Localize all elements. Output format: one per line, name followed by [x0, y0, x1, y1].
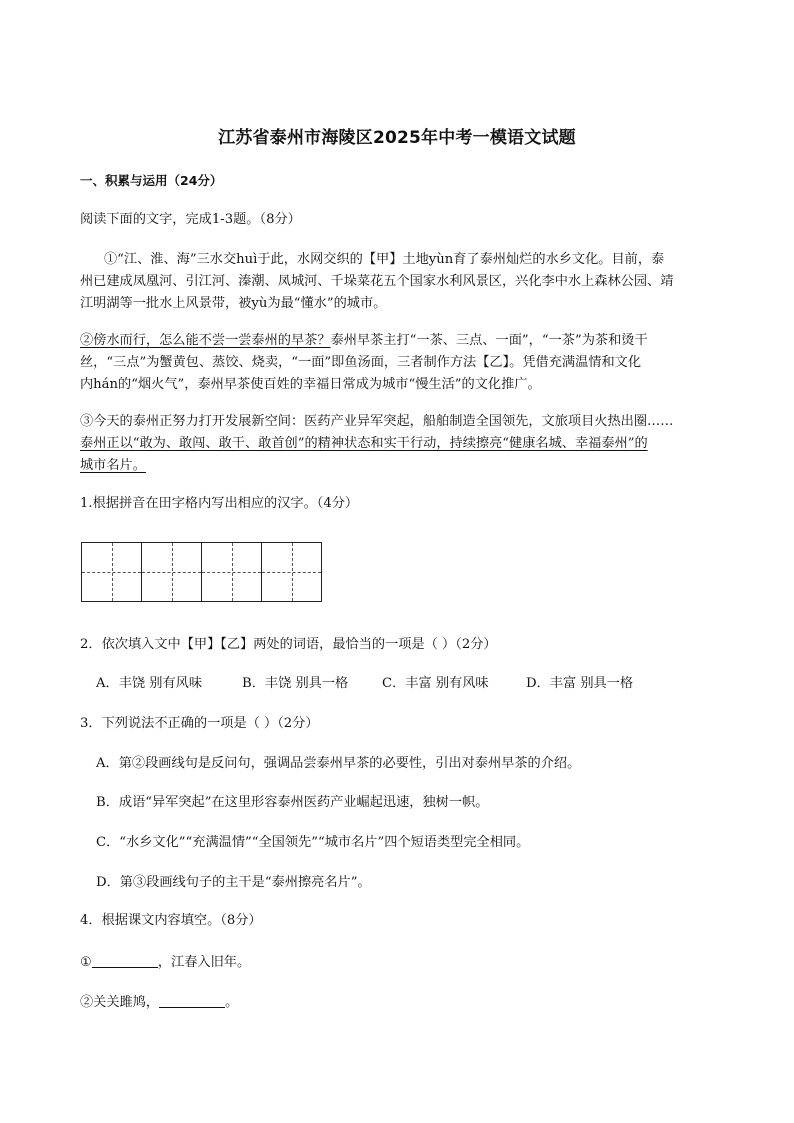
- fill-suffix: 。: [225, 995, 239, 1010]
- paragraph-text: 泰州早茶主打“一茶、三点、一面”，“一茶”为茶和烫干: [330, 333, 648, 348]
- fill-prefix: ①: [80, 955, 92, 970]
- option-a[interactable]: A．丰饶 别有风味: [96, 676, 203, 691]
- tianzige-cell[interactable]: [202, 543, 262, 601]
- fill-blank-item: [80, 955, 250, 969]
- paragraph-line: ①“江、淮、海”三水交huì于此，水网交织的【甲】土地yùn育了泰州灿烂的水乡文化。目前，泰: [104, 252, 665, 267]
- question-2-options: [96, 677, 633, 690]
- paragraph-line: 州已建成凤凰河、引江河、溱潮、凤城河、千垛菜花五个国家水利风景区，兴化李中水上森林公园、靖: [80, 274, 674, 289]
- tianzige-cell[interactable]: [82, 543, 142, 601]
- question-1: 1.根据拼音在田字格内写出相应的汉字。（4分）: [80, 496, 359, 511]
- paragraph-line: 内hán的“烟火气”，泰州早茶使百姓的幸福日常成为城市“慢生活”的文化推广。: [80, 377, 541, 392]
- section-heading: 一、积累与运用（24分）: [80, 173, 223, 188]
- page-title: 江苏省泰州市海陵区2025年中考一模语文试题: [218, 128, 576, 148]
- underlined-sentence: 泰州正以“敢为、敢闯、敢干、敢首创”的精神状态和实干行动，持续擦亮“健康名城、幸福泰州”的: [80, 436, 648, 451]
- option-a[interactable]: A．第②段画线句是反问句，强调品尝泰州早茶的必要性，引出对泰州早茶的介绍。: [96, 756, 581, 771]
- option-b[interactable]: B．丰饶 别具一格: [242, 676, 349, 691]
- option-b[interactable]: B．成语“异军突起”在这里形容泰州医药产业崛起迅速，独树一帜。: [96, 795, 489, 810]
- option-d[interactable]: D．丰富 别具一格: [526, 676, 634, 691]
- option-c[interactable]: C．丰富 别有风味: [382, 676, 489, 691]
- tianzige-grid: [81, 542, 322, 602]
- tianzige-cell[interactable]: [262, 543, 322, 601]
- reading-instruction: 阅读下面的文字，完成1-3题。（8分）: [80, 212, 301, 227]
- fill-prefix: ②关关雎鸠，: [80, 995, 160, 1010]
- paragraph-line: 江明湖等一批水上风景带，被yù为最“懂水”的城市。: [80, 296, 387, 311]
- fill-suffix: ，江春入旧年。: [157, 955, 251, 970]
- tianzige-cell[interactable]: [142, 543, 202, 601]
- option-d[interactable]: D．第③段画线句子的主干是“泰州擦亮名片”。: [96, 875, 371, 890]
- answer-blank[interactable]: [159, 995, 225, 1008]
- paragraph-line: ③今天的泰州正努力打开发展新空间：医药产业异军突起，船舶制造全国领先，文旅项目火热出圈……: [80, 414, 674, 429]
- answer-blank[interactable]: [92, 955, 158, 968]
- paragraph-line: 丝，“三点”为蟹黄包、蒸饺、烧卖，“一面”即鱼汤面，三者制作方法【乙】。凭借充满温情和文化: [80, 355, 642, 370]
- question-3: 3．下列说法不正确的一项是（ ）（2分）: [80, 716, 319, 731]
- paragraph-line: [80, 334, 648, 347]
- question-2: 2．依次填入文中【甲】【乙】两处的词语，最恰当的一项是（ ）（2分）: [80, 637, 497, 652]
- underlined-sentence: 城市名片。: [80, 458, 146, 473]
- fill-blank-item: [80, 995, 238, 1009]
- underlined-sentence: ②傍水而行，怎么能不尝一尝泰州的早茶？: [80, 333, 331, 348]
- question-4: 4．根据课文内容填空。（8分）: [80, 913, 262, 928]
- option-c[interactable]: C．“水乡文化”“充满温情”“全国领先”“城市名片”四个短语类型完全相同。: [96, 835, 530, 850]
